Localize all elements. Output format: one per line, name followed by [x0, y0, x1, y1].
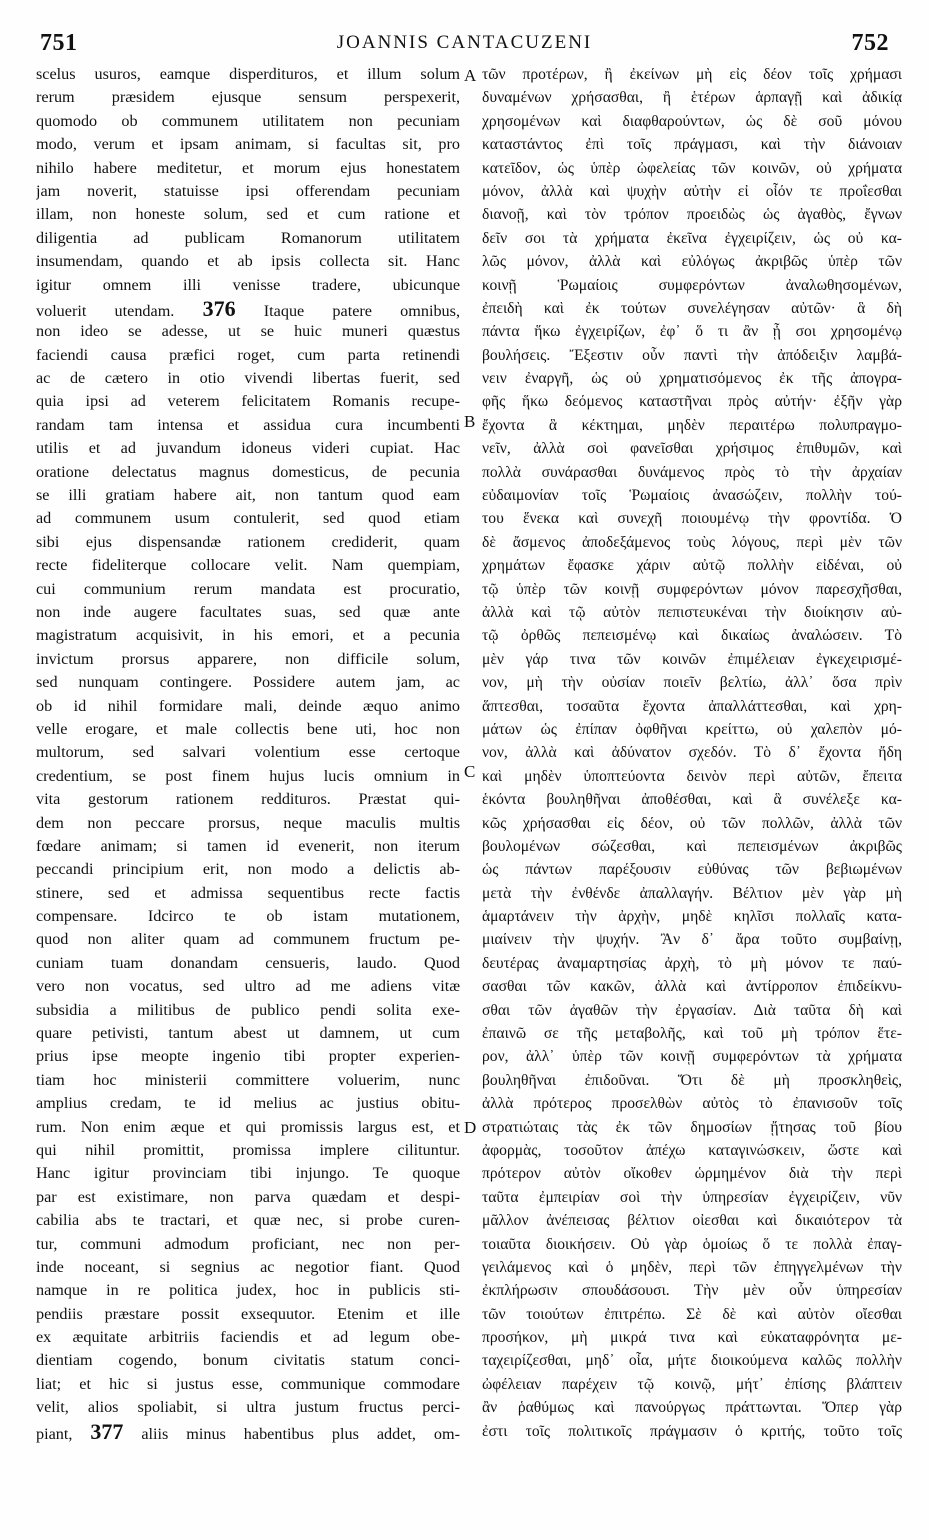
- greek-text-line: τῶν τοιούτων ἐπιτρέπω. Σὲ δὲ καὶ αὐτὸν οἴεσθαι: [482, 1305, 902, 1323]
- latin-text-line: sibi ejus dispensandæ rationem crediderit, quam: [36, 532, 460, 551]
- latin-text-line: ex æquitate arbitriis faciendis et ad legum obe-: [36, 1328, 460, 1347]
- margin-letter-b: B: [464, 412, 476, 431]
- latin-text-line: vero non vocatus, sed ultro ad me adiens vitæ: [36, 977, 460, 996]
- latin-text-column: [36, 63, 460, 1443]
- latin-text-line: oratione delectatus magnus domesticus, de pecunia: [36, 462, 460, 481]
- latin-text-line: rerum præsidem ejusque sensum perspexerit,: [36, 88, 460, 107]
- greek-text-line: τῷ ὑπὲρ τῶν κοινῇ συμφερόντων μόνον παρεσχῆσθαι,: [482, 580, 902, 598]
- latin-text-line: tiam hoc ministerii committere voluerim, nunc: [36, 1070, 460, 1089]
- greek-text-line: κῶς χρήσασθαι εἰς δέον, οὐ τῶν πολλῶν, ἀλλὰ τῶν: [482, 814, 902, 832]
- greek-text-line: δυναμένων χρήσασθαι, ἢ ἑτέρων ἁρπαγῇ καὶ ἀδικίᾳ: [482, 89, 902, 107]
- latin-text-line: velle erogare, et male collectis bene uti, hoc non: [36, 719, 460, 738]
- greek-text-line: ταχειρίζεσθαι, μηδ᾽ οἷα, μήτε διοικούμενα καλῶς πολλὴν: [482, 1352, 902, 1370]
- latin-text-line: peccandi principium erit, non modo a delictis ab-: [36, 860, 460, 879]
- latin-text-line: cui communium rerum mandata est procuratio,: [36, 579, 460, 598]
- latin-text-line: faciendi causa præfici roget, cum parta retinendi: [36, 345, 460, 364]
- latin-text-line: ac de cætero in otio vivendi libertas fuerit, sed: [36, 369, 460, 388]
- latin-text-line: qui nihil promittit, promissa implere cilituntur.: [36, 1140, 460, 1159]
- greek-text-line: εὐδαιμονίαν τοῖς Ῥωμαίοις ἀνασώζειν, πολλὴν τού-: [482, 487, 902, 505]
- latin-text-line: subsidia a militibus de publico pendi solita exe-: [36, 1000, 460, 1019]
- greek-text-line: ἅπτεσθαι, τοσαῦτα ἔχοντα ἀπαλλάττεσθαι, καὶ χρη-: [482, 697, 902, 715]
- greek-text-line: νειν ἐναργῆ, ὡς οὐ χρηματισόμενος ἐκ τῆς ἀπογρα-: [482, 370, 902, 388]
- latin-text-line: diligentia ad publicam Romanorum utilitatem: [36, 228, 460, 247]
- latin-text-line: tur, communi admodum proficiant, nec non per-: [36, 1234, 460, 1253]
- latin-text-line: ob id nihil formidare mali, deinde æquo animo: [36, 696, 460, 715]
- greek-text-line: ἂν ῥαθύμως καὶ πανούργως πράττωνται. Ὅπερ γὰρ: [482, 1399, 902, 1417]
- latin-text-line: cuniam tuam donandam censueris, laudo. Quod: [36, 953, 460, 972]
- latin-text-line: illam, non honeste solum, sed et cum ratione et: [36, 205, 460, 224]
- greek-text-line: βουληθῆναι ἐπιδοῦναι. Ὅτι δὲ μὴ προσκληθεὶς,: [482, 1071, 902, 1089]
- latin-text-line: non inde augere facultates suas, sed quæ ante: [36, 602, 460, 621]
- greek-text-line: χρημάτων ἔφασκε χάριν αὐτῷ πολλὴν εἰδέναι, οὐ: [482, 557, 902, 575]
- running-head-title: JOANNIS CANTACUZENI: [336, 32, 593, 53]
- greek-text-line: σθαι τῶν ἀγαθῶν τὴν ἐργασίαν. Διὰ ταῦτα δὴ καὶ: [482, 1001, 902, 1019]
- greek-text-line: βουλήσεις. Ἔξεστιν οὖν παντὶ τὴν ἀπόδειξιν λαμβά-: [482, 346, 902, 364]
- greek-text-line: δὲ ἄσμενος ἀποδεξάμενος τοὺς λόγους, περὶ μὲν τῶν: [482, 533, 902, 551]
- latin-text-line: multorum, sed salvari volentium esse certoque: [36, 743, 460, 762]
- page-number-left: 751: [40, 30, 78, 56]
- latin-text-line: non ideo se adesse, ut se huic muneri quæstus: [36, 322, 460, 341]
- margin-letter-a: A: [464, 66, 477, 85]
- latin-text-line: magistratum acquisivit, in his emori, et a pecunia: [36, 626, 460, 645]
- greek-text-line: μᾶλλον ἀνέπεισας βέλτιον οἰεσθαι καὶ δικαιότερον τὰ: [482, 1212, 902, 1230]
- greek-text-line: σασθαι τῶν κακῶν, ἀλλὰ καὶ ἀντίρροπον ἐπιδείκνυ-: [482, 978, 902, 996]
- latin-text-line: scelus usuros, eamque disperdituros, et illum solum: [36, 65, 460, 83]
- greek-text-line: ἐκπλήρωσιν σπουδάσουσι. Τὴν μὲν οὖν ὑπηρεσίαν: [482, 1282, 902, 1300]
- latin-text-line: par est existimare, non parva quædam et despi-: [36, 1187, 460, 1206]
- latin-text-line: sed nunquam contingere. Possidere autem jam, ac: [36, 673, 460, 692]
- greek-text-line: ἔχοντα ἃ κέκτημαι, μηδὲν περαιτέρω πολυπραγμο-: [482, 416, 902, 434]
- latin-text-line: dem non peccare prorsus, neque maculis multis: [36, 813, 460, 832]
- latin-text-line: namque in re politica judex, hoc in publicis sti-: [36, 1281, 460, 1300]
- greek-text-line: φῆς ἥκω δεόμενος καταστῆναι πρὸς αὐτήν· ἐξῆν γὰρ: [482, 393, 902, 411]
- greek-text-line: κοινῇ Ῥωμαίοις συμφερόντων ἀναλωθησομένων,: [482, 276, 902, 294]
- latin-text-line: stinere, sed et admissa sequentibus recte factis: [36, 883, 460, 902]
- latin-text-line: invictum prorsus apparere, non difficile solum,: [36, 649, 460, 668]
- page-number-right: 752: [851, 30, 889, 56]
- latin-text-line: prius ipse meopte ingenio tibi propter experien-: [36, 1047, 460, 1066]
- latin-text-line: ad communem usum contulerit, sed quod etiam: [36, 509, 460, 528]
- latin-text-line: modo, verum et ipsam animam, si facultas sit, pro: [36, 135, 460, 154]
- latin-text-line: fœdare animam; si tamen id evenerit, non iterum: [36, 836, 460, 855]
- latin-text-line: voluerit utendam. 376 Itaque patere omnibus,: [36, 296, 460, 321]
- section-number: 377: [90, 1419, 124, 1444]
- greek-text-line: πρότερον αὐτὸν οἴκοθεν ὡρμημένον διὰ τὴν περὶ: [482, 1165, 902, 1183]
- greek-text-line: ὠφέλειαν παρέχειν τῷ κοινῷ, μήτ᾽ ἐπίσης βλάπτειν: [482, 1375, 902, 1393]
- greek-text-line: κατεῖδον, ὡς ὑπὲρ ὠφελείας τῶν κοινῶν, οὐ χρήματα: [482, 159, 902, 177]
- greek-text-line: τῶν προτέρων, ἢ ἐκείνων μὴ εἰς δέον τοῖς χρήμασι: [482, 66, 902, 83]
- greek-text-line: ἀφορμὰς, τοσοῦτον ἀπέχω καταγινώσκειν, ὥστε καὶ: [482, 1141, 902, 1159]
- greek-text-line: ἐστι τοῖς πολιτικοῖς πράγμασιν ὁ κριτής, τοῦτο τοῖς: [482, 1422, 902, 1440]
- greek-text-line: διανοῇ, καὶ τὸν τρόπον προειδὼς ὡς ἀγαθὸς, ἔγνων: [482, 206, 902, 224]
- greek-text-line: ἑκόντα βουληθῆναι ἀποθέσθαι, καὶ ἃ συνέλεξε κα-: [482, 791, 902, 809]
- latin-text-line: jam noverit, statuisse ipsi offerendam pecuniam: [36, 181, 460, 200]
- latin-text-line: recte fideliterque collocare velit. Nam quempiam,: [36, 556, 460, 575]
- greek-text-line: πάντα ἥκω ἐγχειρίζων, ἐφ᾽ ὅ τι ἂν ᾖ σοι χρησομένῳ: [482, 323, 902, 341]
- latin-text-line: quare petivisti, tantum abest ut damnem, ut cum: [36, 1024, 460, 1043]
- greek-text-line: ἁμαρτάνειν τὴν ἀρχὴν, μηδὲ κηλῖσι πολλαῖς κατα-: [482, 908, 902, 926]
- page-header: [40, 30, 889, 58]
- greek-text-line: καταστάντος ἐπὶ τοῖς πράγμασι, καὶ τὴν διάνοιαν: [482, 136, 902, 154]
- latin-text-line: vita gestorum rationem reddituros. Præstat qui-: [36, 790, 460, 809]
- latin-text-line: nihilo habere meditetur, et morum ejus honestatem: [36, 158, 460, 177]
- greek-text-line: τοιαῦτα διοικήσειν. Οὐ γὰρ ὁμοίως ὅ τε πολλὰ ἐπαγ-: [482, 1235, 902, 1253]
- greek-text-line: γειλάμενος καὶ ὁ μηδὲν, περὶ τῶν ἐπηγγελμένων τὴν: [482, 1258, 902, 1276]
- greek-text-line: ταῦτα ἐμπειρίαν σοὶ τὴν ὑπηρεσίαν ἐγχειρίζειν, νῦν: [482, 1188, 902, 1206]
- greek-text-line: νεῖν, ἀλλὰ σοὶ φανεῖσθαι χρήσιμος ἐπιθυμῶν, καὶ: [482, 440, 902, 458]
- greek-text-line: μόνον, ἀλλὰ καὶ ψυχὴν αὐτὴν εἰ οἷόν τε προΐεσθαι: [482, 182, 902, 200]
- greek-text-line: του ἕνεκα καὶ συνεχῆ ποιουμένῳ τὴν φροντίδα. Ὁ: [482, 510, 902, 528]
- latin-text-line: velit, alios spoliabit, si ultra justum fructus perci-: [36, 1398, 460, 1417]
- greek-text-line: νον, ἀλλὰ καὶ ἀδύνατον σχεδόν. Τὸ δ᾽ ἔχοντα ἤδη: [482, 744, 902, 762]
- latin-text-line: quod non aliter quam ad communem fructum pe-: [36, 930, 460, 949]
- latin-text-line: piant, 377 aliis minus habentibus plus addet, om-: [36, 1419, 460, 1444]
- greek-text-line: νον, μὴ τὴν οὐσίαν ποιεῖν βελτίω, ἀλλ᾽ ὅσα πρὶν: [482, 674, 902, 692]
- latin-text-line: dientiam cogendo, bonum civitatis statum conci-: [36, 1351, 460, 1370]
- greek-text-line: δεῖν σοι τὰ χρήματα ἐκεῖνα ἐγχειρίζειν, ὡς οὐ κα-: [482, 229, 902, 247]
- greek-text-line: προσήκον, μὴ μικρά τινα καὶ εὐκαταφρόνητα με-: [482, 1329, 902, 1347]
- latin-text-line: credentium, se post finem hujus lucis omnium in: [36, 766, 460, 785]
- greek-text-line: ἐπαινῶ σε τῆς μεταβολῆς, καὶ τοῦ μὴ τρόπον ἕτε-: [482, 1025, 902, 1043]
- greek-text-line: χρησομένων καὶ διαφθαρούντων, ὡς δὲ σοῦ μόνου: [482, 112, 902, 130]
- latin-text-line: igitur omnem illi venisse tradere, ubicunque: [36, 275, 460, 294]
- greek-text-line: ἐπειδὴ καὶ ἐκ τούτων συνελέγησαν αὐτῶν· ἃ δὴ: [482, 299, 902, 317]
- greek-text-line: ὡς πάντων παρέξουσιν εὐθύνας τῶν βεβιωμένων: [482, 861, 902, 879]
- latin-text-line: compensare. Idcirco te ob istam mutationem,: [36, 907, 460, 926]
- greek-text-line: ἀλλὰ πρότερος προσελθὼν αὐτὸς τὸ ἐπανισοῦν τοῖς: [482, 1095, 902, 1113]
- latin-text-line: inde noceant, si segnius ac negotior fiant. Quod: [36, 1257, 460, 1276]
- latin-text-line: Hanc igitur provinciam tibi injungo. Te quoque: [36, 1164, 460, 1183]
- latin-text-line: pendiis præstare possit exsequutor. Etenim et ille: [36, 1304, 460, 1323]
- greek-text-line: ἀλλὰ καὶ τῷ αὐτὸν πεπιστευκέναι τὴν διοίκησιν αὐ-: [482, 603, 902, 621]
- latin-text-line: quia ipsi ad veterem felicitatem Romanis recupe-: [36, 392, 460, 411]
- greek-text-line: μὲν γάρ τινα τῶν κοινῶν ἐπιμέλειαν ἐγκεχειρισμέ-: [482, 650, 902, 668]
- greek-text-line: μιαίνειν τὴν ψυχήν. Ἂν δ᾽ ἄρα τοῦτο συμβαίνῃ,: [482, 931, 902, 949]
- greek-text-line: τῷ ὀρθῶς πεπεισμένῳ καὶ δικαίως ἀναλώσειν. Τὸ: [482, 627, 902, 645]
- latin-text-line: liat; et hic si justus esse, communique commodare: [36, 1374, 460, 1393]
- latin-text-line: quomodo ob communem utilitatem non pecuniam: [36, 111, 460, 130]
- greek-text-line: μετὰ τὴν ἐνθένδε ἀπαλλαγήν. Βέλτιον μὲν γὰρ μὴ: [482, 884, 902, 902]
- section-number: 376: [202, 296, 236, 321]
- greek-text-column: [482, 63, 902, 1443]
- greek-text-line: βουλομένων σώζεσθαι, καὶ πεπεισμένων ἀκριβῶς: [482, 837, 902, 855]
- latin-text-line: rum. Non enim æque et qui promissis largus est, et: [36, 1117, 460, 1136]
- latin-text-line: amplius credam, te id melius ac justius obitu-: [36, 1094, 460, 1113]
- greek-text-line: μάτων ὡς ἐπίπαν ὀφθῆναι κρείττω, οὐ χαλεπὸν μό-: [482, 720, 902, 738]
- latin-text-line: se illi gratiam habere ait, non tantum quod eam: [36, 486, 460, 505]
- latin-text-line: utilis et ad juvandum idoneus videri cupiat. Hac: [36, 439, 460, 458]
- greek-text-line: πολλὰ συνάρασθαι δυνάμενος πρὸς τὸ τὴν ἀρχαίαν: [482, 463, 902, 481]
- greek-text-line: λῶς μόνον, ἀλλὰ καὶ εὐλόγως ἀκριβῶς ὑπὲρ τῶν: [482, 253, 902, 271]
- latin-text-line: randam tam intensa et assidua cura incumbenti: [36, 415, 460, 434]
- latin-text-line: insumendam, quando et ab ipsis collecta sit. Hanc: [36, 252, 460, 271]
- greek-text-line: καὶ μηδὲν ὑποπτεύοντα δεινὸν περὶ αὐτῶν, ἔπειτα: [482, 767, 902, 785]
- greek-text-line: ρον, ἀλλ᾽ ὑπὲρ τῶν κοινῇ συμφερόντων τὰ χρήματα: [482, 1048, 902, 1066]
- margin-letter-d: D: [464, 1118, 477, 1137]
- latin-text-line: cabilia abs te tractari, et quæ nec, si probe curen-: [36, 1211, 460, 1230]
- margin-letter-c: C: [464, 762, 476, 781]
- greek-text-line: στρατιώταις τὰς ἐκ τῶν δημοσίων ᾔτησας τοῦ βίου: [482, 1118, 902, 1136]
- greek-text-line: δευτέρας ἀναμαρτησίας ἀρχὴ, τὸ μὴ μόνον τε παύ-: [482, 954, 902, 972]
